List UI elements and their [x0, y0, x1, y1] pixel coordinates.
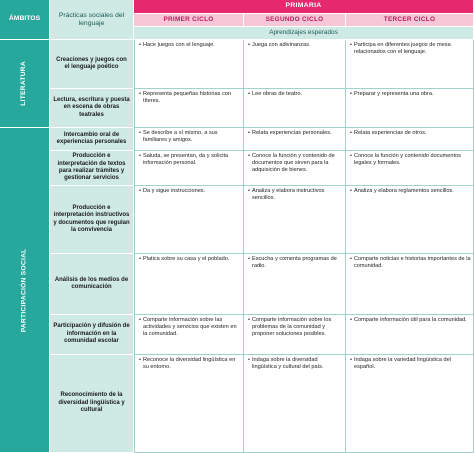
- aprendizaje-cell: [134, 355, 244, 453]
- aprendizaje-text: Analiza y elabora instructivos sencillos.: [251, 188, 325, 201]
- aprendizaje-text: Relata experiencias de otros.: [353, 130, 427, 136]
- ambito-participacion: [0, 128, 50, 453]
- aprendizaje-text: Reconoce la diversidad lingüística en su entorno.: [142, 357, 236, 370]
- aprendizaje-cell: [346, 315, 474, 355]
- aprendizaje-cell: [134, 186, 244, 254]
- aprendizaje-cell: [244, 40, 346, 89]
- practica-cell: Intercambio oral de experiencias personales: [50, 128, 134, 151]
- aprendizaje-text: Da y sigue instrucciones.: [142, 188, 206, 194]
- aprendizaje-cell: [346, 254, 474, 315]
- practica-cell: Creaciones y juegos con el lenguaje poético: [50, 40, 134, 89]
- practica-cell: Análisis de los medios de comunicación: [50, 254, 134, 315]
- header-segundo-ciclo: SEGUNDO CICLO: [244, 14, 346, 27]
- bullet: •: [350, 130, 352, 136]
- bullet: •: [139, 256, 141, 262]
- bullet: •: [248, 153, 250, 159]
- aprendizaje-cell: [346, 89, 474, 128]
- bullet: •: [248, 130, 250, 136]
- bullet: •: [350, 357, 352, 363]
- aprendizaje-text: Representa pequeñas historias con títeres.: [142, 91, 231, 104]
- aprendizaje-text: Hace juegos con el lenguaje.: [142, 42, 215, 48]
- header-practicas: Prácticas sociales del lenguaje: [50, 0, 134, 40]
- bullet: •: [248, 357, 250, 363]
- aprendizaje-text: Comparte noticias e historias importantes de la comunidad.: [353, 256, 471, 269]
- bullet: •: [350, 317, 352, 323]
- aprendizaje-text: Participa en diferentes juegos de mesa relacionados con el lenguaje.: [353, 42, 451, 55]
- bullet: •: [350, 153, 352, 159]
- aprendizaje-text: Saluda, se presentan, da y solicita información personal.: [142, 153, 229, 166]
- practica-cell: Participación y difusión de información en la comunidad escolar: [50, 315, 134, 355]
- aprendizaje-cell: [244, 186, 346, 254]
- aprendizaje-cell: [346, 355, 474, 453]
- aprendizaje-cell: [346, 151, 474, 186]
- bullet: •: [139, 317, 141, 323]
- practica-cell: Lectura, escritura y puesta en escena de obras teatrales: [50, 89, 134, 128]
- aprendizaje-cell: [134, 151, 244, 186]
- bullet: •: [139, 357, 141, 363]
- aprendizaje-cell: [244, 128, 346, 151]
- bullet: •: [139, 153, 141, 159]
- bullet: •: [350, 256, 352, 262]
- aprendizaje-cell: [244, 151, 346, 186]
- header-aprendizajes: Aprendizajes esperados: [134, 27, 474, 40]
- header-primaria: PRIMARIA: [134, 0, 474, 14]
- aprendizaje-text: Analiza y elabora reglamentos sencillos.: [353, 188, 454, 194]
- bullet: •: [139, 91, 141, 97]
- aprendizaje-cell: [346, 128, 474, 151]
- aprendizaje-text: Comparte información sobre los problemas de la comunidad y proponer soluciones posibles.: [251, 317, 332, 337]
- bullet: •: [350, 188, 352, 194]
- practica-cell: Producción e interpretación instructivos y documentos que regulan la convivencia: [50, 186, 134, 254]
- aprendizaje-text: Se describe a sí mismo, a sus familiares y amigos.: [142, 130, 218, 143]
- aprendizaje-text: Lee obras de teatro.: [251, 91, 303, 97]
- aprendizaje-cell: [244, 89, 346, 128]
- aprendizaje-cell: [346, 40, 474, 89]
- header-tercer-ciclo: TERCER CICLO: [346, 14, 474, 27]
- practica-cell: Producción e interpretación de textos para realizar trámites y gestionar servicios: [50, 151, 134, 186]
- aprendizaje-text: Conoce la función y contenido de documentos que sirven para la adquisición de bienes.: [251, 153, 335, 173]
- bullet: •: [350, 42, 352, 48]
- bullet: •: [248, 91, 250, 97]
- aprendizaje-cell: [244, 355, 346, 453]
- bullet: •: [139, 188, 141, 194]
- bullet: •: [139, 130, 141, 136]
- aprendizaje-cell: [244, 315, 346, 355]
- header-primer-ciclo: PRIMER CICLO: [134, 14, 244, 27]
- aprendizaje-text: Preparar y representa una obra.: [353, 91, 434, 97]
- bullet: •: [350, 91, 352, 97]
- aprendizaje-cell: [134, 254, 244, 315]
- bullet: •: [248, 42, 250, 48]
- aprendizaje-text: Platica sobre su casa y el poblado.: [142, 256, 230, 262]
- bullet: •: [248, 256, 250, 262]
- aprendizaje-cell: [134, 40, 244, 89]
- aprendizaje-text: Juega con adivinanzas.: [251, 42, 311, 48]
- aprendizaje-text: Conoce la función y contenido documentos legales y formales.: [353, 153, 461, 166]
- aprendizaje-text: Indaga sobre la variedad lingüística del español.: [353, 357, 451, 370]
- aprendizaje-cell: [244, 254, 346, 315]
- bullet: •: [139, 42, 141, 48]
- aprendizaje-cell: [346, 186, 474, 254]
- aprendizaje-text: Indaga sobre la diversidad lingüística y cultural del país.: [251, 357, 324, 370]
- header-ambitos: ÁMBITOS: [0, 0, 50, 40]
- bullet: •: [248, 188, 250, 194]
- practica-cell: Reconocimiento de la diversidad lingüística y cultural: [50, 355, 134, 453]
- aprendizaje-text: Relata experiencias personales.: [251, 130, 332, 136]
- aprendizaje-text: Escucha y comenta programas de radio.: [251, 256, 337, 269]
- aprendizaje-text: Comparte información útil para la comunidad.: [353, 317, 467, 323]
- aprendizaje-cell: [134, 128, 244, 151]
- bullet: •: [248, 317, 250, 323]
- ambito-literatura: [0, 40, 50, 128]
- aprendizaje-cell: [134, 315, 244, 355]
- aprendizaje-text: Comparte información sobre las actividades y servicios que existen en la comunidad.: [142, 317, 237, 337]
- aprendizaje-cell: [134, 89, 244, 128]
- ambito-literatura-label: LITERATURA: [20, 61, 28, 106]
- ambito-participacion-label: PARTICIPACIÓN SOCIAL: [20, 248, 28, 332]
